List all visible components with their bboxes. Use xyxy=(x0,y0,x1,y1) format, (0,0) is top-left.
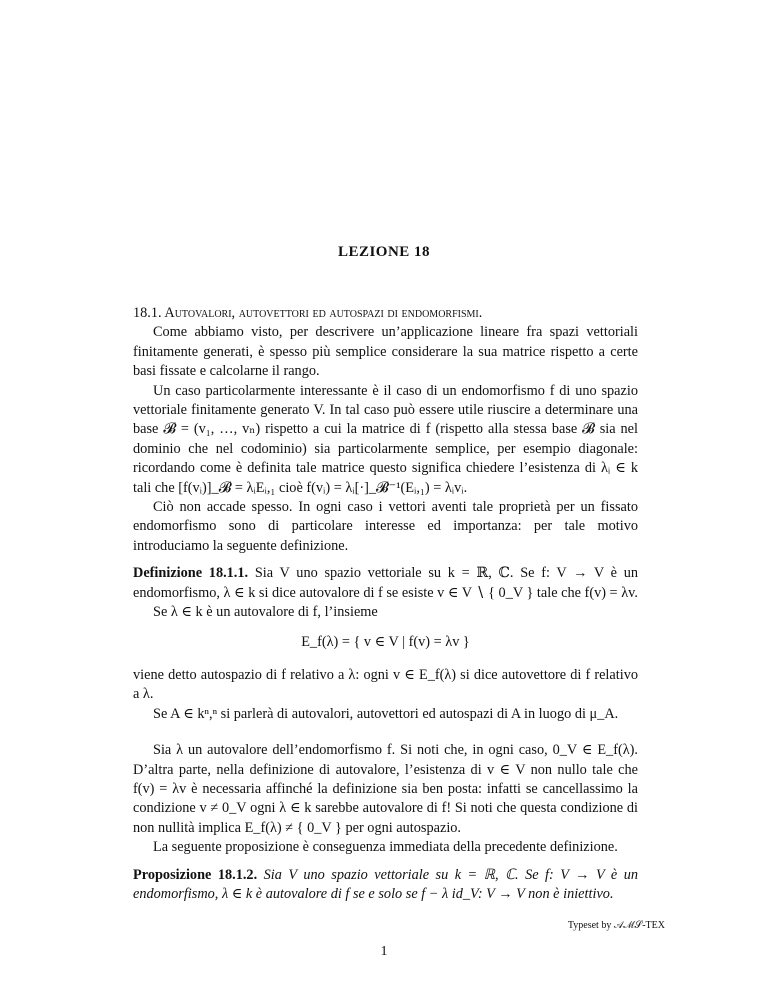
paragraph-4: Se λ ∈ k è un autovalore di f, l’insieme xyxy=(153,604,378,621)
paragraph-2: Un caso particolarmente interessante è il caso di un endomorfismo f di uno spazio vettoriale finitamente generato V. In tal caso può essere utile riuscire a determinare una base 𝓑 = (v₁, …, vₙ) rispetto a cui la matrice di f (rispetto alla stessa base 𝓑 sia nel dominio che nel codominio) sia particolarmente semplice, per esempio diagonale: ricordando come è definita tale matrice questo significa chiedere l’esistenza di λᵢ ∈ k tali che [f(vᵢ)]_𝓑 = λᵢEᵢ,₁ cioè f(vᵢ) = λᵢ[·]_𝓑⁻¹(Eᵢ,₁) = λᵢvᵢ. xyxy=(133,382,638,496)
paragraph-6: Se A ∈ kⁿ,ⁿ si parlerà di autovalori, autovettori ed autospazi di A in luogo di μ_A. xyxy=(153,705,619,722)
document-body xyxy=(133,304,638,904)
autospace-equation: E_f(λ) = { v ∈ V | f(v) = λv } xyxy=(301,633,470,650)
definition-text: Sia V uno spazio vettoriale su k = ℝ, ℂ. Se f: V → V è un endomorfismo, λ ∈ k si dice autovalore di f se esiste v ∈ V ∖ { 0_V } tale che f(v) = λv. xyxy=(133,565,638,601)
proposition xyxy=(133,866,638,905)
proposition-text: Sia V uno spazio vettoriale su k = ℝ, ℂ. Se f: V → V è un endomorfismo, λ ∈ k è autovalore di f se e solo se f − λ id_V: V → V non è iniettivo. xyxy=(133,866,639,902)
paragraph-7: Sia λ un autovalore dell’endomorfismo f. Si noti che, in ogni caso, 0_V ∈ E_f(λ). D’altra parte, nella definizione di autovalore, l’esistenza di v ∈ V non nullo tale che f(v) = λv è necessaria affinché la definizione sia ben posta: infatti se cancellassimo la condizione v ≠ 0_V ogni λ ∈ k sarebbe autovalore di f! Si noti che questa condizione di non nullità implica E_f(λ) ≠ { 0_V } per ogni autospazio. xyxy=(133,742,638,836)
definition xyxy=(133,564,638,603)
proposition-label: Proposizione 18.1.2. xyxy=(133,866,258,883)
page-title: LEZIONE 18 xyxy=(337,244,431,260)
paragraph-5: viene detto autospazio di f relativo a λ: ogni v ∈ E_f(λ) si dice autovettore di f relativo a λ. xyxy=(133,666,638,703)
page-number: 1 xyxy=(380,944,388,959)
paragraph-1: Come abbiamo visto, per descrivere un’applicazione lineare fra spazi vettoriali finitamente generati, è spesso più semplice considerare la sua matrice rispetto a certe basi fissate e calcolarne il rango. xyxy=(133,324,638,380)
typeset-note: Typeset by 𝒜ℳ𝒮-TEX xyxy=(567,920,665,931)
paragraph-8: La seguente proposizione è conseguenza immediata della precedente definizione. xyxy=(153,839,618,856)
paragraph-3: Ciò non accade spesso. In ogni caso i vettori aventi tale proprietà per un fissato endomorfismo sono di particolare interesse ed importanza: per tale motivo introduciamo la seguente definizione. xyxy=(133,499,638,554)
section-heading: 18.1. Autovalori, autovettori ed autospazi di endomorfismi. xyxy=(133,305,483,321)
definition-label: Definizione 18.1.1. xyxy=(133,565,249,582)
